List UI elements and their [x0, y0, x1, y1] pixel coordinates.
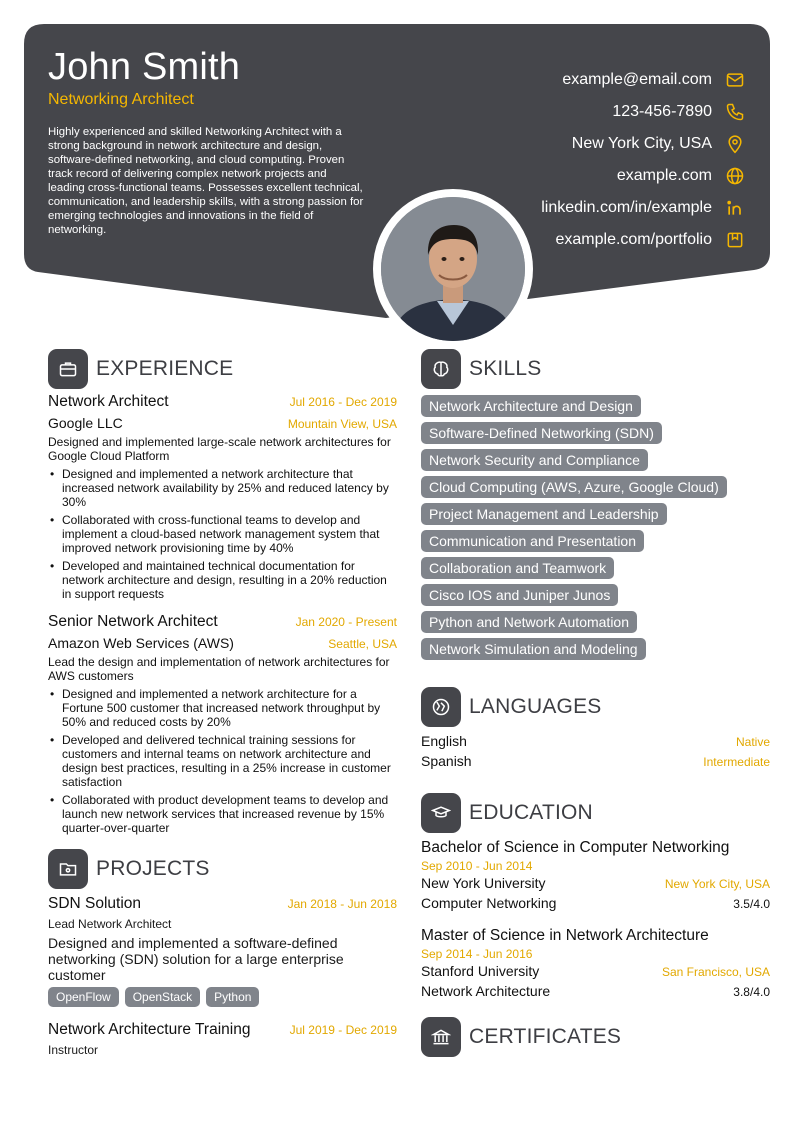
field-of-study: Network Architecture	[421, 983, 551, 999]
project-title: Network Architecture Training	[48, 1021, 251, 1038]
certificates-title: CERTIFICATES	[469, 1025, 622, 1048]
phone-icon	[724, 101, 746, 123]
experience-entry	[48, 393, 397, 601]
project-dates: Jan 2018 - Jun 2018	[287, 897, 397, 911]
school-name: Stanford University	[421, 963, 540, 979]
contact-portfolio-text[interactable]: example.com/portfolio	[555, 231, 712, 248]
school-location: New York City, USA	[664, 877, 770, 891]
projects-heading	[48, 849, 397, 889]
job-description: Lead the design and implementation of network architectures for AWS customers	[48, 655, 390, 683]
skills-title: SKILLS	[469, 357, 542, 380]
certificates-heading	[421, 1017, 770, 1057]
skill-chip: Collaboration and Teamwork	[421, 557, 614, 579]
contact-website-text[interactable]: example.com	[616, 167, 712, 184]
skill-chip: Network Architecture and Design	[421, 395, 641, 417]
candidate-name: John Smith	[48, 46, 241, 88]
language-name: Spanish	[421, 753, 472, 769]
project-tags	[48, 987, 397, 1007]
job-dates: Jul 2016 - Dec 2019	[289, 395, 397, 409]
company-name: Amazon Web Services (AWS)	[48, 635, 234, 651]
language-level: Native	[735, 735, 770, 749]
contact-linkedin-text[interactable]: linkedin.com/in/example	[541, 199, 712, 216]
profile-photo-frame	[373, 189, 533, 349]
project-role: Instructor	[48, 1043, 99, 1057]
skill-chip: Software-Defined Networking (SDN)	[421, 422, 662, 444]
profile-photo	[381, 197, 525, 341]
contact-phone-text[interactable]: 123-456-7890	[612, 103, 712, 120]
skill-chip: Communication and Presentation	[421, 530, 644, 552]
skills-heading	[421, 349, 770, 389]
contact-location-text: New York City, USA	[571, 135, 712, 152]
skills-list	[421, 395, 770, 665]
location-pin-icon	[724, 133, 746, 155]
job-title: Senior Network Architect	[48, 613, 218, 630]
job-title: Network Architect	[48, 393, 169, 410]
job-bullet: • Developed and delivered technical training sessions for customers and internal teams on network architecture and design best practices, resulting in a 25% increase in customer satisfaction	[48, 733, 397, 789]
job-bullet: • Collaborated with cross-functional teams to develop and implement a cloud-based network management system that improved network provisioning time by 40%	[48, 513, 397, 555]
language-icon	[421, 687, 461, 727]
education-entry	[421, 839, 770, 915]
contact-website[interactable]	[416, 160, 746, 192]
project-entry	[48, 1021, 397, 1057]
skill-chip: Python and Network Automation	[421, 611, 637, 633]
languages-title: LANGUAGES	[469, 695, 602, 718]
school-location: San Francisco, USA	[661, 965, 770, 979]
field-of-study: Computer Networking	[421, 895, 557, 911]
project-dates: Jul 2019 - Dec 2019	[289, 1023, 397, 1037]
folder-icon	[48, 849, 88, 889]
projects-title: PROJECTS	[96, 857, 210, 880]
summary-text: Highly experienced and skilled Networking Architect with a strong background in network architecture and design, software-defined networking, and cloud computing. Proven track record of delivering complex network projects and leading cross-functional teams. Possesses excellent technical, communication, and leadership skills, with a strong passion for emerging technologies and innovations in the field of networking.	[48, 126, 364, 236]
linkedin-icon	[724, 197, 746, 219]
job-bullet: • Developed and maintained technical documentation for network architecture and design, resulting in a 20% reduction in support requests	[48, 559, 397, 601]
gpa: 3.8/4.0	[733, 985, 770, 999]
job-bullet: • Collaborated with product development teams to develop and launch new network services that increased revenue by 15% quarter-over-quarter	[48, 793, 397, 835]
project-tag: OpenStack	[125, 987, 200, 1007]
job-bullet: • Designed and implemented a network architecture for a Fortune 500 customer that increased network throughput by 50% and reduced costs by 20%	[48, 687, 397, 729]
education-entry	[421, 927, 770, 1003]
degree-dates: Sep 2014 - Jun 2016	[421, 947, 533, 961]
graduation-cap-icon	[421, 793, 461, 833]
experience-entry	[48, 613, 397, 835]
job-bullet: • Designed and implemented a network architecture that increased network availability by 25% and reduced latency by 30%	[48, 467, 397, 509]
skill-chip: Network Simulation and Modeling	[421, 638, 646, 660]
project-role: Lead Network Architect	[48, 917, 172, 931]
project-tag: OpenFlow	[48, 987, 119, 1007]
job-description: Designed and implemented large-scale network architectures for Google Cloud Platform	[48, 435, 391, 463]
languages-list	[421, 733, 770, 773]
right-column	[421, 349, 770, 1065]
brain-icon	[421, 349, 461, 389]
contact-email-text[interactable]: example@email.com	[562, 71, 712, 88]
project-entry	[48, 895, 397, 1007]
left-column	[48, 349, 397, 1057]
contact-email[interactable]	[416, 64, 746, 96]
skill-chip: Network Security and Compliance	[421, 449, 648, 471]
degree-title: Master of Science in Network Architecture	[421, 927, 709, 944]
job-dates: Jan 2020 - Present	[295, 615, 397, 629]
skill-chip: Cisco IOS and Juniper Junos	[421, 584, 618, 606]
project-title: SDN Solution	[48, 895, 142, 912]
candidate-role: Networking Architect	[48, 91, 194, 108]
language-name: English	[421, 733, 467, 749]
experience-title: EXPERIENCE	[96, 357, 234, 380]
portfolio-icon	[724, 229, 746, 251]
job-bullets	[48, 687, 397, 835]
languages-heading	[421, 687, 770, 727]
header	[0, 0, 794, 350]
project-tag: Python	[206, 987, 259, 1007]
education-heading	[421, 793, 770, 833]
language-row	[421, 733, 770, 753]
company-location: Seattle, USA	[328, 637, 397, 651]
language-row	[421, 753, 770, 773]
company-name: Google LLC	[48, 415, 123, 431]
globe-icon	[724, 165, 746, 187]
skill-chip: Project Management and Leadership	[421, 503, 667, 525]
school-name: New York University	[421, 875, 546, 891]
institution-icon	[421, 1017, 461, 1057]
degree-title: Bachelor of Science in Computer Networking	[421, 839, 730, 856]
gpa: 3.5/4.0	[733, 897, 770, 911]
mail-icon	[724, 69, 746, 91]
project-description: Designed and implemented a software-defined networking (SDN) solution for a large enterprise customer	[48, 935, 344, 983]
company-location: Mountain View, USA	[287, 417, 397, 431]
language-level: Intermediate	[703, 755, 770, 769]
degree-dates: Sep 2010 - Jun 2014	[421, 859, 533, 873]
contact-phone[interactable]	[416, 96, 746, 128]
contact-location	[416, 128, 746, 160]
briefcase-icon	[48, 349, 88, 389]
skill-chip: Cloud Computing (AWS, Azure, Google Cloud)	[421, 476, 727, 498]
education-title: EDUCATION	[469, 801, 593, 824]
experience-heading	[48, 349, 397, 389]
job-bullets	[48, 467, 397, 601]
